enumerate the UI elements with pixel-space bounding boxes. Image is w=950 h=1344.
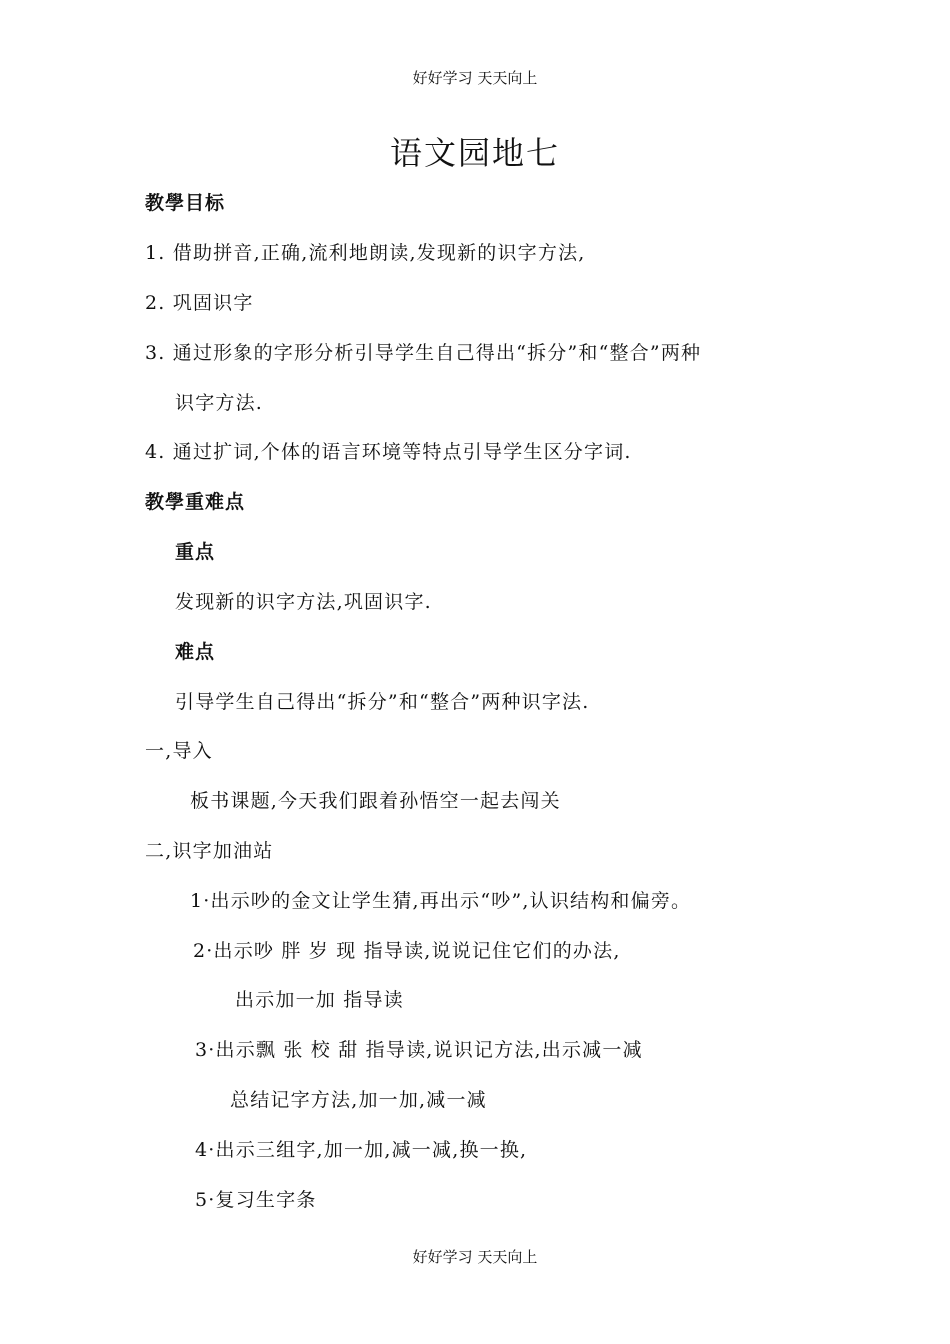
literacy-step-2-continued: 出示加一加 指导读 <box>235 989 404 1011</box>
objective-item-4: 4. 通过扩词,个体的语言环境等特点引导学生区分字词. <box>145 441 632 463</box>
key-point-text: 发现新的识字方法,巩固识字. <box>175 591 432 613</box>
literacy-step-2: 2·出示吵 胖 岁 现 指导读,说说记住它们的办法, <box>193 940 621 962</box>
key-point-label: 重点 <box>175 541 216 563</box>
page-header: 好好学习 天天向上 <box>412 69 538 87</box>
literacy-step-3-continued: 总结记字方法,加一加,减一减 <box>230 1089 487 1111</box>
intro-text: 板书课题,今天我们跟着孙悟空一起去闯关 <box>190 790 561 812</box>
page-title: 语文园地七 <box>389 134 560 172</box>
difficult-point-text: 引导学生自己得出“拆分”和“整合”两种识字法. <box>175 691 590 713</box>
page-footer: 好好学习 天天向上 <box>412 1248 538 1266</box>
part-heading-literacy: 二,识字加油站 <box>145 840 274 862</box>
difficult-point-label: 难点 <box>175 641 216 663</box>
objective-item-2: 2. 巩固识字 <box>145 292 254 314</box>
literacy-step-1: 1·出示吵的金文让学生猜,再出示“吵”,认识结构和偏旁。 <box>190 890 692 912</box>
literacy-step-5: 5·复习生字条 <box>195 1189 317 1211</box>
section-heading-objectives: 教學目标 <box>145 192 226 214</box>
section-heading-key-points: 教學重难点 <box>145 491 246 513</box>
objective-item-1: 1. 借助拼音,正确,流利地朗读,发现新的识字方法, <box>145 242 586 264</box>
literacy-step-3: 3·出示飘 张 校 甜 指导读,说识记方法,出示减一减 <box>195 1039 643 1061</box>
literacy-step-4: 4·出示三组字,加一加,减一减,换一换, <box>195 1139 528 1161</box>
part-heading-intro: 一,导入 <box>145 740 213 762</box>
objective-item-3-continued: 识字方法. <box>175 392 264 414</box>
objective-item-3: 3. 通过形象的字形分析引导学生自己得出“拆分”和“整合”两种 <box>145 342 702 364</box>
